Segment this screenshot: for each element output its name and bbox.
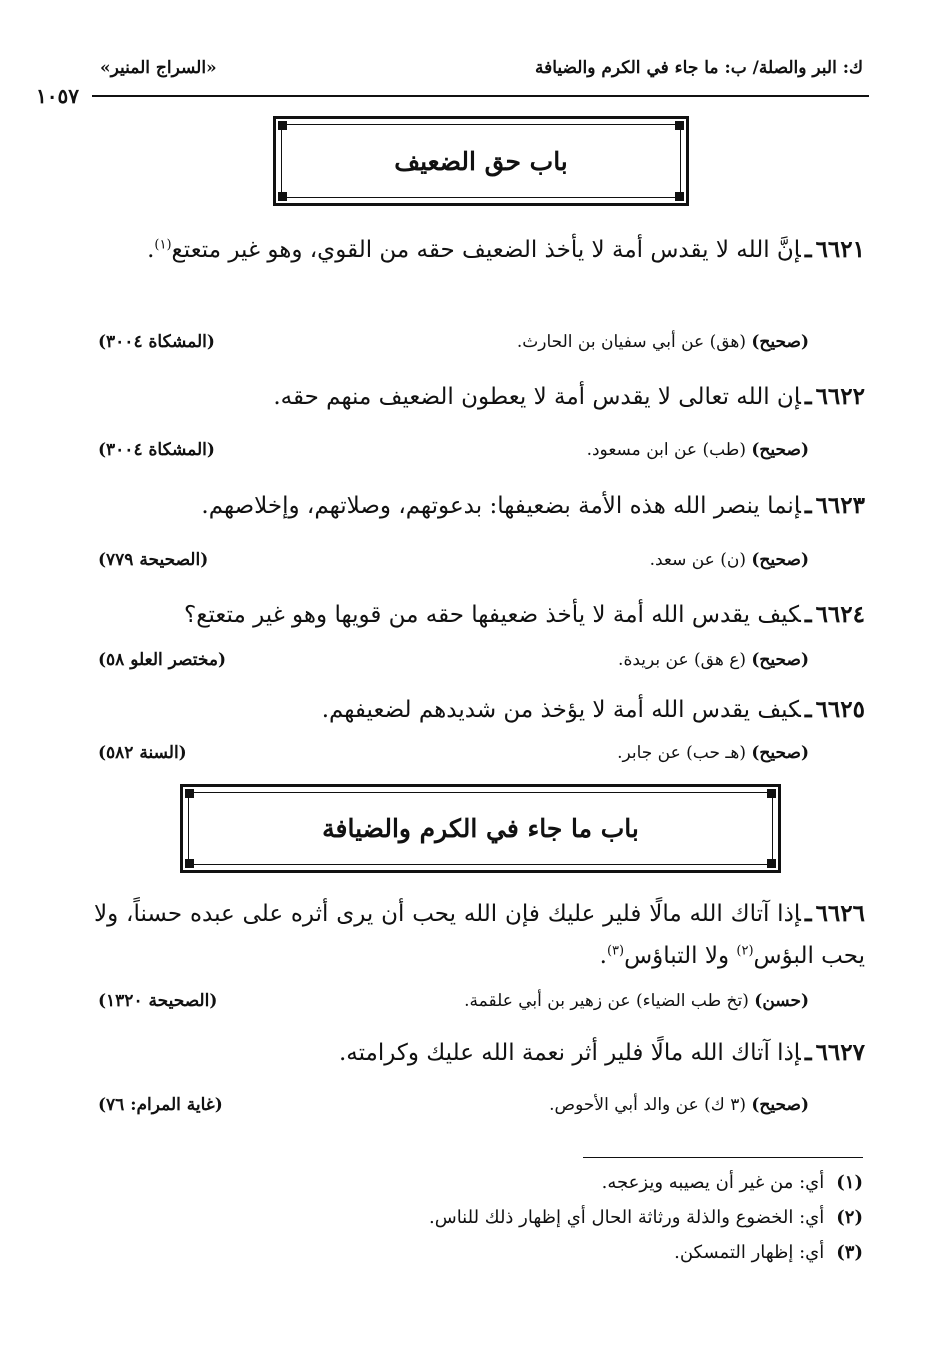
hadith-grade: (صحيح)	[751, 650, 809, 670]
hadith-body: إنما ينصر الله هذه الأمة بضعيفها: بدعوتهم، وصلاتهم، وإخلاصهم.	[201, 493, 801, 519]
footnote-mark: (٣)	[836, 1242, 863, 1263]
footnote-mark: (٢)	[836, 1207, 863, 1228]
hadith-source	[549, 1095, 809, 1115]
hadith-body: كيف يقدس الله أمة لا يأخذ ضعيفها حقه من قويها وهو غير متعتع؟	[184, 602, 801, 628]
hadith-dash: ـ	[804, 696, 812, 723]
running-header-chapter: ك: البر والصلة/ ب: ما جاء في الكرم والضيافة	[535, 58, 863, 78]
section-title: باب حق الضعيف	[281, 124, 681, 198]
hadith-number: ٦٦٢٣	[815, 492, 865, 519]
hadith-text	[94, 229, 865, 271]
hadith-body: إذا آتاك الله مالًا فلير عليك فإن الله يحب أن يرى أثره على عبده حسناً، ولا يحب البؤس	[94, 901, 865, 969]
footnote-ref[interactable]: (٣)	[606, 943, 625, 959]
frame-corner	[278, 192, 287, 201]
hadith-dash: ـ	[804, 383, 812, 410]
footnote-text: أي: إظهار التمسكن.	[674, 1242, 825, 1263]
hadith-source	[464, 991, 809, 1011]
frame-corner	[675, 121, 684, 130]
footnote-text: أي: الخضوع والذلة ورثاثة الحال أي إظهار ذلك للناس.	[429, 1207, 825, 1228]
hadith-body: إن الله تعالى لا يقدس أمة لا يعطون الضعيف منهم حقه.	[273, 384, 801, 410]
hadith-text	[94, 376, 865, 418]
footnote-ref[interactable]: (٢)	[736, 943, 754, 959]
hadith-text	[94, 893, 865, 977]
hadith-narrator: (هق) عن أبي سفيان بن الحارث.	[516, 332, 746, 352]
hadith-reference: (المشكاة ٣٠٠٤)	[98, 332, 215, 352]
hadith-grade: (صحيح)	[751, 440, 809, 460]
hadith-source	[650, 550, 809, 570]
frame-corner	[185, 789, 194, 798]
frame-corner	[278, 121, 287, 130]
frame-corner	[767, 789, 776, 798]
footnote	[674, 1242, 863, 1263]
hadith-grade: (صحيح)	[751, 550, 809, 570]
hadith-dash: ـ	[804, 601, 812, 628]
hadith-reference: (مختصر العلو ٥٨)	[98, 650, 227, 670]
hadith-dash: ـ	[804, 236, 812, 263]
header-rule	[92, 95, 869, 97]
hadith-dash: ـ	[804, 900, 812, 927]
hadith-number: ٦٦٢٤	[815, 601, 865, 628]
hadith-body: ولا التباؤس	[624, 943, 737, 969]
section-title-frame	[273, 116, 689, 206]
footnote-ref[interactable]: (١)	[154, 237, 172, 253]
section-title: باب ما جاء في الكرم والضيافة	[188, 792, 773, 865]
hadith-narrator: (تخ طب الضياء) عن زهير بن أبي علقمة.	[464, 991, 749, 1011]
hadith-source	[517, 332, 809, 352]
hadith-grade: (صحيح)	[751, 332, 809, 352]
hadith-body: إذا آتاك الله مالًا فلير أثر نعمة الله عليك وكرامته.	[338, 1040, 801, 1066]
hadith-grade: (حسن)	[754, 991, 809, 1011]
hadith-number: ٦٦٢٥	[815, 696, 865, 723]
hadith-body: إنَّ الله لا يقدس أمة لا يأخذ الضعيف حقه من القوي، وهو غير متعتع	[171, 237, 801, 263]
hadith-narrator: (ن) عن سعد.	[649, 550, 746, 570]
hadith-reference: (غاية المرام: ٧٦)	[98, 1095, 223, 1115]
hadith-dash: ـ	[804, 1039, 812, 1066]
hadith-source	[618, 650, 809, 670]
footnote-separator	[583, 1157, 863, 1158]
hadith-narrator: (طب) عن ابن مسعود.	[586, 440, 746, 460]
hadith-grade: (صحيح)	[751, 1095, 809, 1115]
hadith-body: كيف يقدس الله أمة لا يؤخذ من شديدهم لضعيفهم.	[321, 697, 801, 723]
hadith-number: ٦٦٢٢	[815, 383, 865, 410]
hadith-text	[94, 594, 865, 636]
footnote	[429, 1207, 863, 1228]
page-number: ١٠٥٧	[36, 84, 79, 108]
hadith-tail: .	[147, 237, 155, 263]
frame-corner	[767, 859, 776, 868]
running-header-book: «السراج المنير»	[100, 58, 217, 78]
hadith-text	[94, 1032, 865, 1074]
hadith-narrator: (هـ حب) عن جابر.	[617, 743, 746, 763]
hadith-narrator: (٣ ك) عن والد أبي الأحوص.	[549, 1095, 746, 1115]
hadith-reference: (المشكاة ٣٠٠٤)	[98, 440, 215, 460]
hadith-source	[617, 743, 809, 763]
footnote	[602, 1172, 863, 1193]
hadith-reference: (الصحيحة ١٣٢٠)	[98, 991, 218, 1011]
hadith-number: ٦٦٢١	[815, 236, 865, 263]
hadith-text	[94, 689, 865, 731]
frame-corner	[675, 192, 684, 201]
footnote-mark: (١)	[836, 1172, 863, 1193]
frame-corner	[185, 859, 194, 868]
hadith-source	[587, 440, 809, 460]
hadith-text	[94, 485, 865, 527]
section-title-frame	[180, 784, 781, 873]
hadith-tail: .	[599, 943, 607, 969]
hadith-grade: (صحيح)	[751, 743, 809, 763]
hadith-number: ٦٦٢٧	[815, 1039, 865, 1066]
hadith-dash: ـ	[804, 492, 812, 519]
footnote-text: أي: من غير أن يصيبه ويزعجه.	[601, 1172, 825, 1193]
hadith-reference: (السنة ٥٨٢)	[98, 743, 187, 763]
hadith-number: ٦٦٢٦	[815, 900, 865, 927]
hadith-narrator: (ع هق) عن بريدة.	[618, 650, 746, 670]
hadith-reference: (الصحيحة ٧٧٩)	[98, 550, 209, 570]
